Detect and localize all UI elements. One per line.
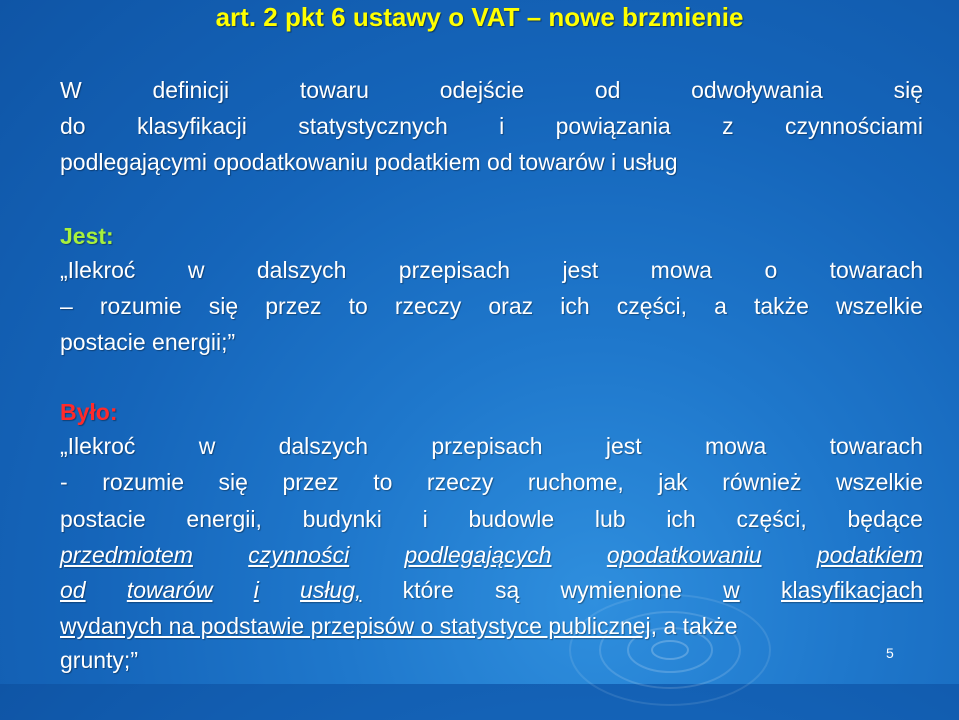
intro-line-2	[60, 112, 923, 140]
word: odwoływania	[691, 77, 823, 103]
word: mowa	[650, 257, 713, 283]
word: –	[60, 293, 73, 319]
word: w	[723, 577, 740, 603]
bylo-line-2	[60, 468, 923, 496]
word: jest	[605, 433, 642, 459]
word: towarach	[829, 433, 923, 459]
word: są	[494, 577, 520, 603]
slide-title: art. 2 pkt 6 ustawy o VAT – nowe brzmienie	[215, 2, 744, 32]
bylo-line-7: grunty;”	[60, 647, 138, 673]
word: oraz	[488, 293, 534, 319]
intro-line-3: podlegającymi opodatkowaniu podatkiem od towarów i usług	[60, 149, 678, 175]
word: odejście	[439, 77, 525, 103]
word: energii,	[186, 506, 262, 532]
word: przez	[265, 293, 322, 319]
word: ich	[666, 506, 696, 532]
word: będące	[847, 506, 923, 532]
word: to	[348, 293, 368, 319]
word: dalszych	[256, 257, 347, 283]
word: przez	[282, 469, 339, 495]
word: w	[198, 433, 216, 459]
word: się	[208, 293, 239, 319]
word: ich	[560, 293, 590, 319]
word: budynki	[302, 506, 382, 532]
word: przedmiotem	[60, 542, 193, 568]
word: części,	[736, 506, 807, 532]
word: rzeczy	[426, 469, 494, 495]
word: W	[60, 77, 82, 103]
word: od	[60, 577, 86, 603]
word: podlegających	[404, 542, 552, 568]
jest-line-1	[60, 256, 923, 284]
word: i	[422, 506, 428, 532]
word: jak	[658, 469, 688, 495]
slide-number: 5	[886, 645, 894, 661]
word: do	[60, 113, 86, 139]
word: a	[714, 293, 727, 319]
phrase-rest: , a także	[650, 613, 738, 639]
word: dalszych	[278, 433, 369, 459]
word: klasyfikacji	[136, 113, 247, 139]
word: w	[187, 257, 205, 283]
word: z	[722, 113, 734, 139]
word: towaru	[299, 77, 369, 103]
word: „Ilekroć	[60, 257, 136, 283]
word: wszelkie	[835, 469, 923, 495]
word: się	[893, 77, 923, 103]
word: -	[60, 469, 68, 495]
bylo-line-3	[60, 505, 923, 533]
word: statystycznych	[298, 113, 448, 139]
word: rozumie	[102, 469, 184, 495]
word: rzeczy	[394, 293, 462, 319]
word: postacie	[60, 506, 146, 532]
word: o	[764, 257, 778, 283]
bylo-line-4	[60, 541, 923, 569]
bylo-label: Było:	[60, 399, 118, 425]
word: części,	[616, 293, 687, 319]
word: i	[253, 577, 259, 603]
bylo-line-6	[60, 612, 923, 640]
jest-line-2	[60, 292, 923, 320]
word: również	[722, 469, 802, 495]
word: usług,	[300, 577, 362, 603]
word: czynnościami	[784, 113, 923, 139]
word: się	[218, 469, 248, 495]
jest-label: Jest:	[60, 223, 114, 249]
underlined-phrase: wydanych na podstawie przepisów o statystyce publicznej	[60, 613, 651, 639]
word: opodatkowaniu	[606, 542, 762, 568]
word: i	[499, 113, 505, 139]
word: „Ilekroć	[60, 433, 136, 459]
intro-line-1	[60, 76, 923, 104]
word: wymienione	[560, 577, 682, 603]
word: towarów	[126, 577, 213, 603]
word: wszelkie	[836, 293, 923, 319]
word: rozumie	[99, 293, 182, 319]
word: powiązania	[555, 113, 671, 139]
word: od	[594, 77, 621, 103]
word: podatkiem	[816, 542, 923, 568]
word: przepisach	[398, 257, 511, 283]
word: także	[753, 293, 809, 319]
bylo-line-5	[60, 576, 923, 604]
word: które	[402, 577, 454, 603]
word: definicji	[152, 77, 230, 103]
word: towarach	[829, 257, 923, 283]
word: mowa	[704, 433, 767, 459]
word: jest	[562, 257, 599, 283]
word: czynności	[248, 542, 350, 568]
word: klasyfikacjach	[781, 577, 923, 603]
word: lub	[594, 506, 626, 532]
word: ruchome,	[527, 469, 624, 495]
word: to	[373, 469, 393, 495]
jest-line-3: postacie energii;”	[60, 329, 236, 355]
word: budowle	[468, 506, 555, 532]
bylo-line-1	[60, 432, 923, 460]
word: przepisach	[431, 433, 543, 459]
